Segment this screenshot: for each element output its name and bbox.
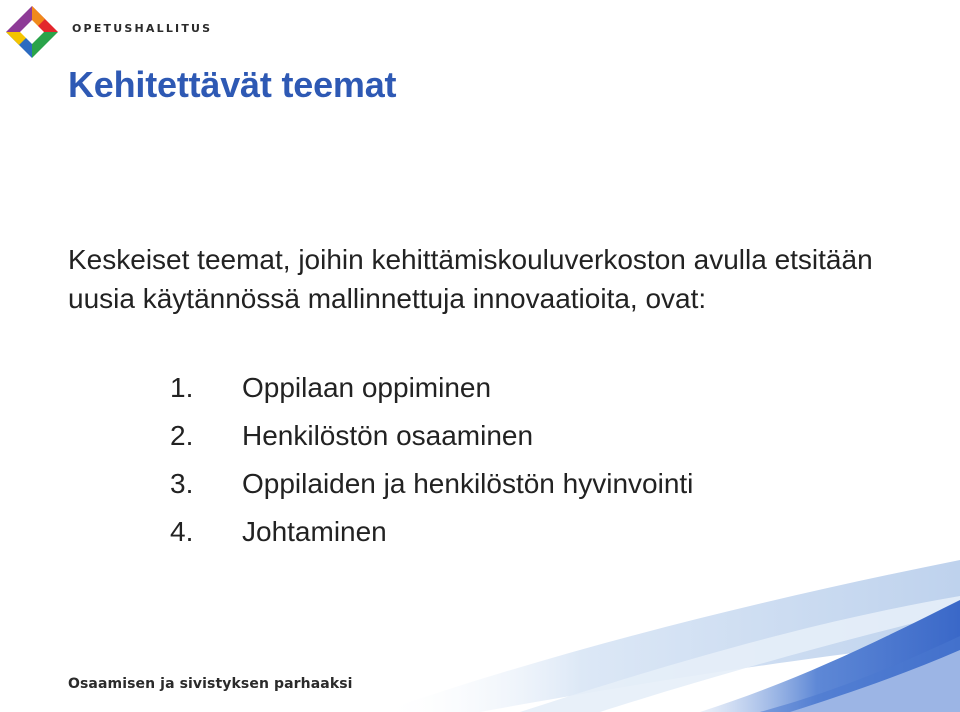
list-item-number: 4. [170,516,194,547]
list-item-number: 3. [170,468,194,499]
list-item-text: Oppilaiden ja henkilöstön hyvinvointi [242,468,694,499]
org-logo [4,4,212,60]
list-item [170,412,693,460]
list-item-text: Johtaminen [242,516,387,547]
list-item-text: Henkilöstön osaaminen [242,420,534,451]
list-item-number: 2. [170,420,194,451]
intro-text: Keskeiset teemat, joihin kehittämiskouluverkoston avulla etsitään uusia käytännössä mallinnettuja innovaatioita, ovat: [68,244,873,314]
list-item-number: 1. [170,372,194,403]
footer-tagline: Osaamisen ja sivistyksen parhaaksi [68,676,353,692]
list-item [170,508,693,556]
org-name: OPETUSHALLITUS [72,21,213,35]
opetushallitus-diamond-logo-icon [4,4,60,60]
list-item [170,364,693,412]
list-item [170,460,693,508]
slide-title: Kehitettävät teemat [68,64,397,105]
list-item-text: Oppilaan oppiminen [242,372,492,403]
theme-list [170,364,693,556]
